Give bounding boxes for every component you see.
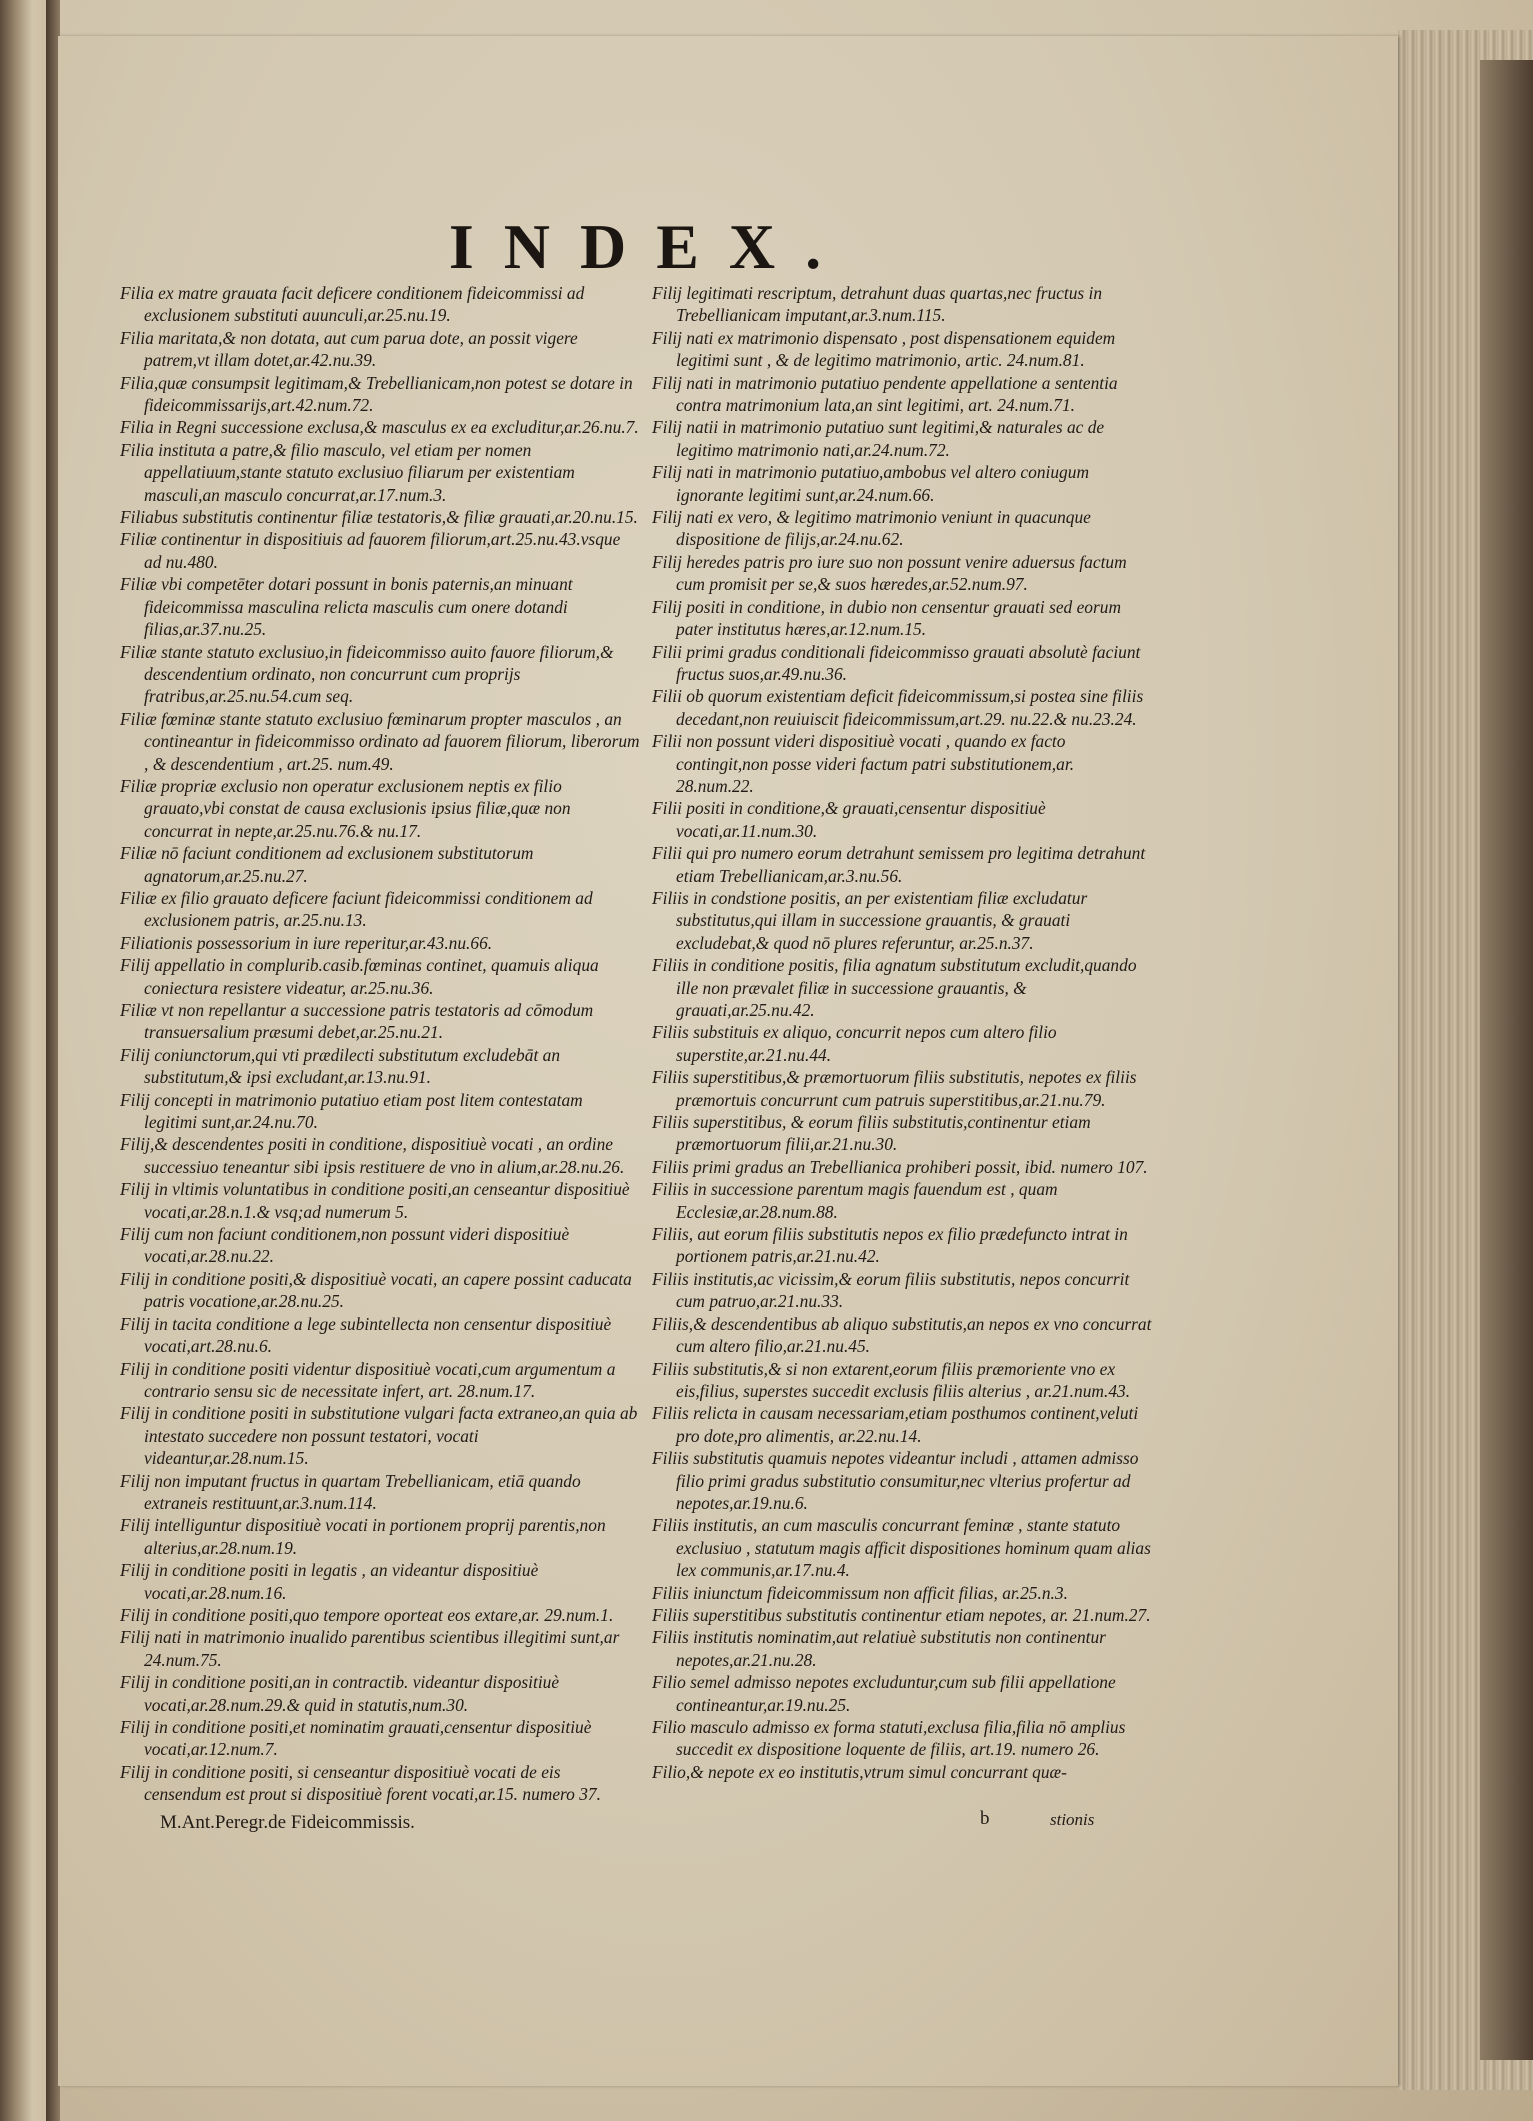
signature-mark: b bbox=[980, 1808, 990, 1829]
index-entry: Filii ob quorum existentiam deficit fideicommissum,si postea sine filiis decedant,non reuiuiscit fideicommissum,art.29. nu.22.& nu.23.24. bbox=[652, 686, 1144, 729]
index-entry: Filiis superstitibus,& præmortuorum filiis substitutis, nepotes ex filiis præmortuis concurrunt cum patruis superstitibus,ar.21.nu.79. bbox=[652, 1067, 1137, 1110]
index-entry: Filiis institutis nominatim,aut relatiuè substitutis non continentur nepotes,ar.21.nu.28. bbox=[652, 1627, 1106, 1670]
index-entry: Filij in conditione positi,quo tempore oporteat eos extare,ar. 29.num.1. bbox=[120, 1604, 614, 1625]
index-entry: Filio,& nepote ex eo institutis,vtrum simul concurrant quæ- bbox=[652, 1761, 1067, 1782]
index-entry: Filiæ nō faciunt conditionem ad exclusionem substitutorum agnatorum,ar.25.nu.27. bbox=[120, 843, 534, 886]
index-entry: Filij in conditione positi,& dispositiuè vocati, an capere possint caducata patris vocatione,ar.28.nu.25. bbox=[120, 1268, 632, 1312]
index-entry: Filij nati ex matrimonio dispensato , post dispensationem equidem legitimi sunt , & de legitimo matrimonio, artic. 24.num.81. bbox=[652, 327, 1116, 371]
index-entry: Filia maritata,& non dotata, aut cum parua dote, an possit vigere patrem,vt illam dotet,ar.42.nu.39. bbox=[120, 327, 578, 371]
index-entry: Filij nati ex vero, & legitimo matrimonio veniunt in quacunque dispositione de filijs,ar.24.nu.62. bbox=[652, 507, 1091, 550]
index-entry: Filiæ stante statuto exclusiuo,in fideicommisso auito fauore filiorum,& descendentium ordinato, non concurrunt cum proprijs fratribus,ar.25.nu.54.cum seq. bbox=[120, 641, 614, 707]
index-entry: Filij natii in matrimonio putatiuo sunt legitimi,& naturales ac de legitimo matrimonio nati,ar.24.num.72. bbox=[652, 417, 1105, 460]
index-entry: Filij in conditione positi,an in contractib. videantur dispositiuè vocati,ar.28.num.29.& quid in statutis,num.30. bbox=[120, 1672, 560, 1715]
index-entry: Filij in conditione positi videntur dispositiuè vocati,cum argumentum a contrario sensu sic de necessitate infert, art. 28.num.17. bbox=[120, 1358, 616, 1401]
index-entry: Filij nati in matrimonio putatiuo pendente appellatione a sententia contra matrimonium lata,an sint legitimi, art. 24.num.71. bbox=[652, 372, 1118, 416]
index-entry: Filij legitimati rescriptum, detrahunt duas quartas,nec fructus in Trebellianicam imputant,ar.3.num.115. bbox=[652, 283, 1103, 326]
index-entry: Filiis superstitibus substitutis continentur etiam nepotes, ar. 21.num.27. bbox=[652, 1604, 1151, 1625]
index-entry: Filiis superstitibus, & eorum filiis substitutis,continentur etiam præmortuorum filii,ar.21.nu.30. bbox=[652, 1112, 1091, 1155]
index-entry: Filiis substitutis quamuis nepotes videantur includi , attamen admisso filio primi gradus substitutio consumitur,nec vlterius profertur ad nepotes,ar.19.nu.6. bbox=[652, 1448, 1139, 1513]
index-entry: Filiis in condstione positis, an per existentiam filiæ excludatur substitutus,qui illam in successione grauantis, & grauati excludebat,& quod nō plures referuntur, ar.25.n.37. bbox=[652, 887, 1088, 953]
index-entry: Filij heredes patris pro iure suo non possunt venire aduersus factum cum promisit per se,& suos hæredes,ar.52.num.97. bbox=[652, 551, 1127, 595]
index-entry: Filiæ vbi competēter dotari possunt in bonis paternis,an minuant fideicommissa masculina relicta masculis cum onere dotandi filias,ar.37.nu.25. bbox=[120, 574, 573, 640]
index-entry: Filiis,& descendentibus ab aliquo substitutis,an nepos ex vno concurrat cum altero filio,ar.21.nu.45. bbox=[652, 1313, 1152, 1357]
index-entry: Filij in conditione positi,et nominatim grauati,censentur dispositiuè vocati,ar.12.num.7. bbox=[120, 1717, 592, 1760]
index-entry: Filij intelliguntur dispositiuè vocati in portionem proprij parentis,non alterius,ar.28.num.19. bbox=[120, 1515, 606, 1558]
index-entry: Filij in conditione positi in substitutione vulgari facta extraneo,an quia ab intestato succedere non possunt testatori, vocati videantur,ar.28.num.15. bbox=[120, 1403, 638, 1469]
index-entry: Filij concepti in matrimonio putatiuo etiam post litem contestatam legitimi sunt,ar.24.nu.70. bbox=[120, 1089, 583, 1133]
index-entry: Filiis institutis, an cum masculis concurrant feminæ , stante statuto exclusiuo , statutum magis afficit dispositiones hominum quam alias lex communis,ar.17.nu.4. bbox=[652, 1515, 1151, 1581]
index-entry: Filia instituta a patre,& filio masculo, vel etiam per nomen appellatiuum,stante statuto exclusiuo filiarum per existentiam masculi,an masculo concurrat,ar.17.num.3. bbox=[120, 439, 575, 505]
index-entry: Filiis in conditione positis, filia agnatum substitutum excludit,quando ille non prævalet filiæ in successione grauantis, & grauati,ar.25.nu.42. bbox=[652, 955, 1137, 1020]
index-column-left bbox=[120, 282, 640, 1806]
index-entry: Filii non possunt videri dispositiuè vocati , quando ex facto contingit,non posse videri factum patri substitutionem,ar. 28.num.22. bbox=[652, 731, 1075, 796]
index-entry: Filij cum non faciunt conditionem,non possunt videri dispositiuè vocati,ar.28.nu.22. bbox=[120, 1224, 570, 1267]
index-entry: Filiæ fœminæ stante statuto exclusiuo fœminarum propter masculos , an contineantur in fideicommisso ordinato ad fauorem filiorum, liberorum , & descendentium , art.25. num.49. bbox=[120, 708, 640, 774]
index-entry: Filiæ vt non repellantur a successione patris testatoris ad cōmodum transuersalium præsumi debet,ar.25.nu.21. bbox=[120, 1000, 594, 1043]
index-entry: Filiis in successione parentum magis fauendum est , quam Ecclesiæ,ar.28.num.88. bbox=[652, 1179, 1058, 1222]
index-entry: Filij nati in matrimonio inualido parentibus scientibus illegitimi sunt,ar 24.num.75. bbox=[120, 1627, 620, 1670]
index-entry: Filiis substituis ex aliquo, concurrit nepos cum altero filio superstite,ar.21.nu.44. bbox=[652, 1022, 1057, 1065]
index-entry: Filii primi gradus conditionali fideicommisso grauati absolutè faciunt fructus suos,ar.49.nu.36. bbox=[652, 641, 1141, 684]
index-entry: Filij coniunctorum,qui vti prædilecti substitutum excludebāt an substitutum,& ipsi excludant,ar.13.nu.91. bbox=[120, 1044, 561, 1088]
index-entry: Filiis primi gradus an Trebellianica prohiberi possit, ibid. numero 107. bbox=[652, 1156, 1148, 1177]
index-entry: Filiis, aut eorum filiis substitutis nepos ex filio prædefuncto intrat in portionem patris,ar.21.nu.42. bbox=[652, 1224, 1128, 1267]
index-entry: Filiis substitutis,& si non extarent,eorum filiis præmoriente vno ex eis,filius, superstes succedit exclusis filiis alterius , ar.21.num.43. bbox=[652, 1358, 1131, 1401]
index-entry: Filij positi in conditione, in dubio non censentur grauati sed eorum pater institutus hæres,ar.12.num.15. bbox=[652, 596, 1122, 640]
index-entry: Filio semel admisso nepotes excluduntur,cum sub filii appellatione contineantur,ar.19.nu.25. bbox=[652, 1672, 1116, 1715]
page-title: INDEX. bbox=[448, 211, 852, 282]
book-cover-edge bbox=[1480, 60, 1533, 2060]
index-entry: Filij in vltimis voluntatibus in conditione positi,an censeantur dispositiuè vocati,ar.28.n.1.& vsq;ad numerum 5. bbox=[120, 1179, 630, 1222]
index-entry: Filij appellatio in complurib.casib.fœminas continet, quamuis aliqua coniectura resistere videatur, ar.25.nu.36. bbox=[120, 955, 599, 998]
catchword: stionis bbox=[1050, 1810, 1095, 1829]
index-entry: Filiationis possessorium in iure reperitur,ar.43.nu.66. bbox=[120, 932, 493, 953]
index-entry: Filii positi in conditione,& grauati,censentur dispositiuè vocati,ar.11.num.30. bbox=[652, 798, 1046, 841]
index-entry: Filio masculo admisso ex forma statuti,exclusa filia,filia nō amplius succedit ex dispositione loquente de filiis, art.19. numero 26. bbox=[652, 1717, 1126, 1760]
index-entry: Filiæ ex filio grauato deficere faciunt fideicommissi conditionem ad exclusionem patris, ar.25.nu.13. bbox=[120, 887, 593, 931]
index-entry: Filiis relicta in causam necessariam,etiam posthumos continent,veluti pro dote,pro alimentis, ar.22.nu.14. bbox=[652, 1403, 1139, 1446]
index-entry: Filiis institutis,ac vicissim,& eorum filiis substitutis, nepos concurrit cum patruo,ar.21.nu.33. bbox=[652, 1268, 1130, 1312]
index-entry: Filij,& descendentes positi in conditione, dispositiuè vocati , an ordine successiuo teneantur sibi ipsis restituere de vno in alium,ar.28.nu.26. bbox=[120, 1134, 625, 1177]
index-entry: Filia ex matre grauata facit deficere conditionem fideicommissi ad exclusionem substituti auunculi,ar.25.nu.19. bbox=[120, 283, 585, 326]
index-entry: Filij in conditione positi in legatis , an videantur dispositiuè vocati,ar.28.num.16. bbox=[120, 1560, 539, 1603]
index-entry: Filij in tacita conditione a lege subintellecta non censentur dispositiuè vocati,art.28.nu.6. bbox=[120, 1313, 612, 1357]
index-entry: Filij nati in matrimonio putatiuo,ambobus vel altero coniugum ignorante legitimi sunt,ar.24.num.66. bbox=[652, 462, 1089, 505]
index-entry: Filiæ propriæ exclusio non operatur exclusionem neptis ex filio grauato,vbi constat de causa exclusionis ipsius filiæ,quæ non concurrat in nepte,ar.25.nu.76.& nu.17. bbox=[120, 775, 571, 841]
previous-page-edge bbox=[0, 0, 46, 2121]
index-entry: Filiabus substitutis continentur filiæ testatoris,& filiæ grauati,ar.20.nu.15. bbox=[120, 507, 638, 528]
index-entry: Filiis iniunctum fideicommissum non afficit filias, ar.25.n.3. bbox=[652, 1582, 1068, 1603]
index-entry: Filia in Regni successione exclusa,& masculus ex ea excluditur,ar.26.nu.7. bbox=[120, 417, 639, 438]
running-title: M.Ant.Peregr.de Fideicommissis. bbox=[160, 1812, 415, 1833]
index-entry: Filia,quæ consumpsit legitimam,& Trebellianicam,non potest se dotare in fideicommissarijs,art.42.num.72. bbox=[120, 372, 633, 416]
index-entry: Filiæ continentur in dispositiuis ad fauorem filiorum,art.25.nu.43.vsque ad nu.480. bbox=[120, 529, 621, 572]
index-column-right bbox=[652, 282, 1152, 1783]
index-entry: Filij in conditione positi, si censeantur dispositiuè vocati de eis censendum est prout si dispositiuè forent vocati,ar.15. numero 37. bbox=[120, 1761, 601, 1805]
index-entry: Filij non imputant fructus in quartam Trebellianicam, etiā quando extraneis restituunt,ar.3.num.114. bbox=[120, 1470, 581, 1513]
index-entry: Filii qui pro numero eorum detrahunt semissem pro legitima detrahunt etiam Trebellianicam,ar.3.nu.56. bbox=[652, 843, 1146, 886]
